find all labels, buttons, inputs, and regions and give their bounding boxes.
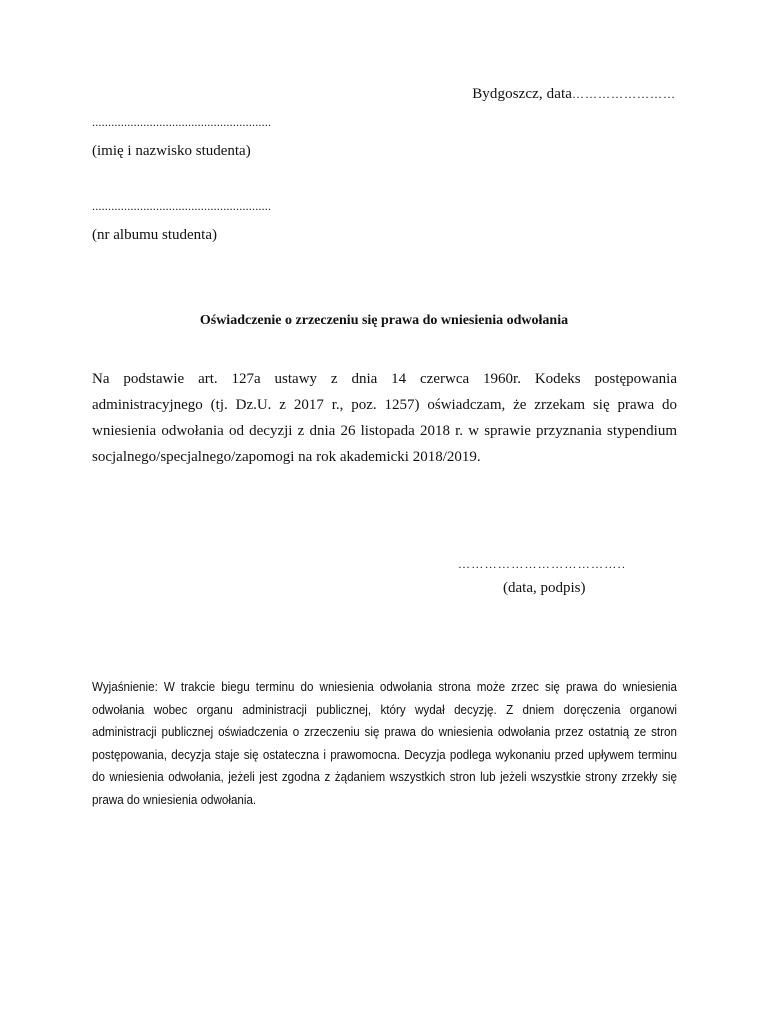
document-title: Oświadczenie o zrzeczeniu się prawa do wniesienia odwołania <box>199 313 569 328</box>
student-album-label: (nr albumu studenta) <box>92 227 217 243</box>
place-date-label: Bydgoszcz, data <box>472 86 572 102</box>
signature-line: ……………………………….. <box>458 557 627 571</box>
declaration-paragraph: Na podstawie art. 127a ustawy z dnia 14 czerwca 1960r. Kodeks postępowania administracyjnego (tj. Dz.U. z 2017 r., poz. 1257) oświadczam, że zrzekam się prawa do wniesienia odwołania od decyzji z dnia 26 listopada 2018 r. w sprawie przyznania stypendium socjalnego/specjalnego/zapomogi na rok akademicki 2018/2019. <box>92 371 677 465</box>
student-name-label: (imię i nazwisko studenta) <box>92 143 251 159</box>
signature-label: (data, podpis) <box>503 580 586 596</box>
explanation-note: Wyjaśnienie: W trakcie biegu terminu do wniesienia odwołania strona może zrzec się prawa do wniesienia odwołania wobec organu administracji publicznej, który wydał decyzję. Z dniem doręczenia organowi administracji publicznej oświadczenia o zrzeczeniu się prawa do wniesienia odwołania przez ostatnią ze stron postępowania, decyzja staje się ostateczna i prawomocna. Decyzja podlega wykonaniu przed upływem terminu do wniesienia odwołania, jeżeli jest zgodna z żądaniem wszystkich stron lub jeżeli wszystkie strony zrzekły się prawa do wniesienia odwołania. <box>92 680 677 807</box>
place-date-dots: …………………… <box>572 87 676 101</box>
place-date <box>472 86 676 103</box>
student-album-line: ........................................................ <box>92 199 272 213</box>
student-name-line: ........................................................ <box>92 115 272 129</box>
